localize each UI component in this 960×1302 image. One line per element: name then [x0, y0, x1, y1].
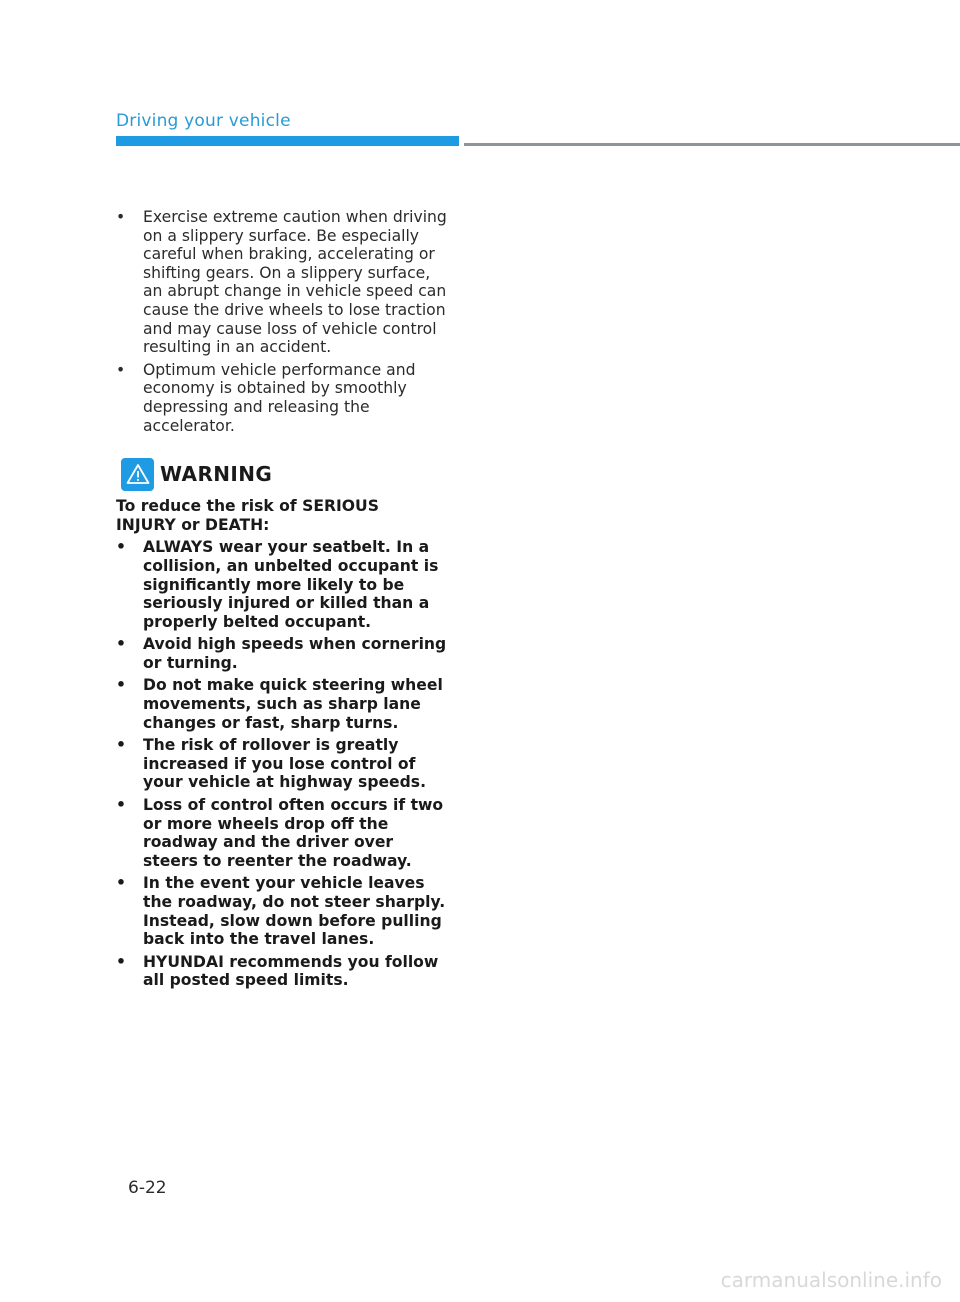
warning-item-text: In the event your vehicle leaves the roadway, do not steer sharply. Instead, slow down before pulling back into the travel lanes.: [143, 874, 446, 949]
warning-item: [116, 796, 448, 870]
warning-header: [121, 457, 448, 491]
bullet-icon: •: [116, 736, 126, 755]
bullet-icon: •: [116, 676, 126, 695]
content-column: [116, 208, 448, 994]
bullet-icon: •: [116, 360, 126, 379]
warning-item-text: HYUNDAI recommends you follow all posted speed limits.: [143, 952, 439, 990]
bullet-icon: •: [116, 538, 126, 557]
warning-item-text: Avoid high speeds when cornering or turning.: [143, 635, 447, 672]
warning-item-text: Do not make quick steering wheel movements, such as sharp lane changes or fast, sharp turns.: [143, 676, 443, 732]
warning-item: [116, 736, 448, 792]
watermark: carmanualsonline.info: [720, 1268, 942, 1292]
list-item: [116, 208, 448, 357]
body-list: [116, 208, 448, 435]
warning-item-text: ALWAYS wear your seatbelt. In a collision, an unbelted occupant is significantly more likely to be seriously injured or killed than a properly belted occupant.: [143, 538, 439, 631]
warning-intro: To reduce the risk of SERIOUS INJURY or DEATH:: [116, 497, 379, 534]
warning-item-text: Loss of control often occurs if two or more wheels drop off the roadway and the driver over steers to reenter the roadway.: [143, 796, 444, 870]
warning-item: [116, 635, 448, 672]
warning-item: [116, 874, 448, 948]
list-item: [116, 361, 448, 435]
warning-item-text: The risk of rollover is greatly increased if you lose control of your vehicle at highway speeds.: [143, 736, 427, 792]
page-number: 6-22: [128, 1178, 167, 1198]
bullet-icon: •: [116, 635, 126, 654]
section-title: Driving your vehicle: [116, 111, 291, 131]
bullet-icon: •: [116, 208, 126, 226]
warning-item: [116, 953, 448, 990]
list-item-text: Exercise extreme caution when driving on a slippery surface. Be especially careful when braking, accelerating or shifting gears. On a slippery surface, an abrupt change in vehicle speed can cause the drive wheels to lose traction and may cause loss of vehicle control resulting in an accident.: [143, 208, 447, 357]
warning-item: [116, 676, 448, 732]
warning-list: [116, 538, 448, 990]
bullet-icon: •: [116, 874, 126, 893]
warning-item: [116, 538, 448, 631]
bullet-icon: •: [116, 796, 126, 815]
header-accent-bar: [116, 136, 459, 146]
warning-title: WARNING: [160, 462, 273, 487]
warning-triangle-icon: [121, 458, 154, 491]
list-item-text: Optimum vehicle performance and economy is obtained by smoothly depressing and releasing the accelerator.: [143, 360, 416, 435]
header-rule: [464, 143, 960, 146]
bullet-icon: •: [116, 952, 126, 971]
